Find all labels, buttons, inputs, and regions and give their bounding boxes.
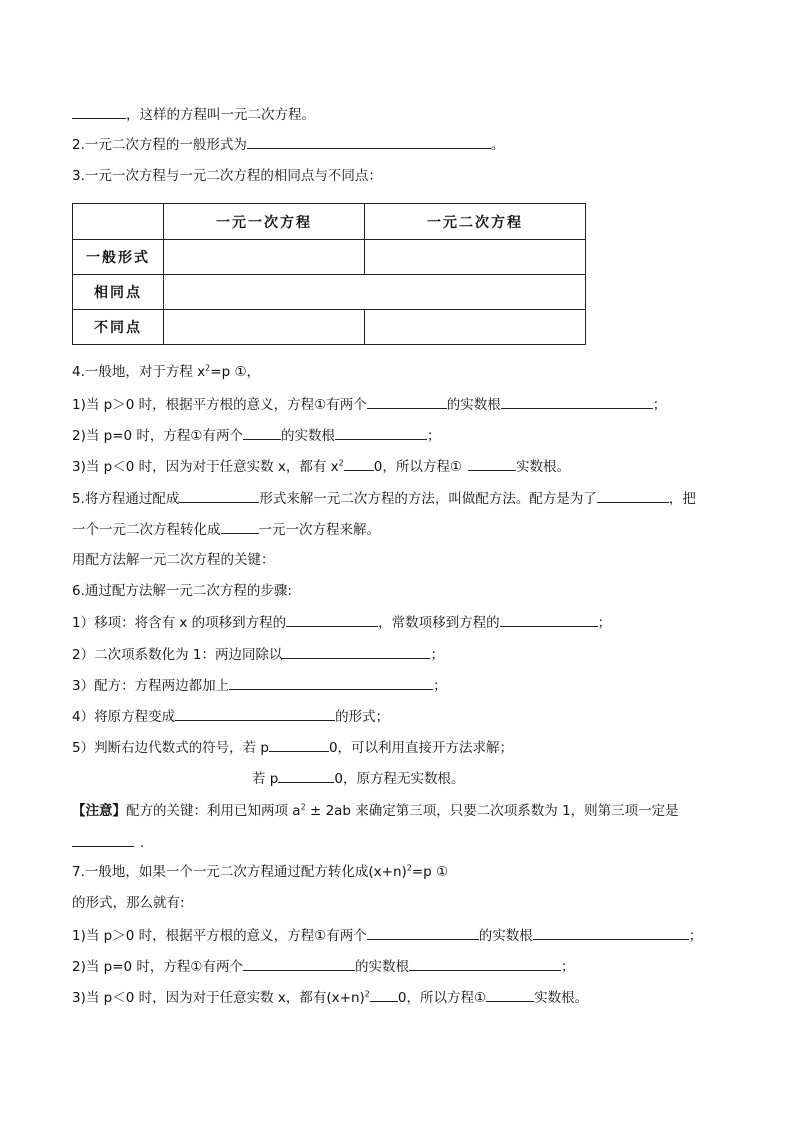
answer-blank[interactable] [269,737,329,752]
table-cell-input[interactable] [365,240,586,275]
s6-step5: 5）判断右边代数式的符号，若 p 0，可以利用直接开方法求解； [72,737,513,758]
answer-blank[interactable] [501,394,653,409]
answer-blank[interactable] [597,488,669,503]
table-header-linear: 一元一次方程 [164,204,365,240]
s6-step3: 3）配方：方程两边都加上 ； [72,675,447,696]
answer-blank[interactable] [221,519,259,534]
answer-blank[interactable] [335,425,427,440]
answer-blank[interactable] [500,612,598,627]
s7-case-positive: 1)当 p＞0 时，根据平方根的意义，方程①有两个 的实数根 ； [72,925,702,946]
table-cell-input[interactable] [365,310,586,345]
answer-blank[interactable] [247,134,491,149]
comparison-title: 3.一元一次方程与一元二次方程的相同点与不同点： [72,168,382,184]
answer-blank[interactable] [533,925,689,940]
s4-intro: 4.一般地，对于方程 $x^2=p$ ①， [72,363,261,380]
answer-blank[interactable] [409,956,561,971]
s4-case-zero: 2)当 p=0 时，方程①有两个 的实数根 ； [72,425,441,446]
note-label: 【注意】 [72,803,126,819]
answer-blank[interactable] [278,768,334,783]
s6-title: 6.通过配方法解一元二次方程的步骤: [72,583,292,599]
table-row-different: 不同点 [73,310,164,345]
answer-blank[interactable] [229,675,433,690]
answer-blank[interactable] [282,644,430,659]
answer-blank[interactable] [486,987,534,1002]
s6-step1: 1）移项：将含有 x 的项移到方程的 ，常数项移到方程的 ； [72,612,611,633]
comparison-table [72,203,586,345]
answer-blank[interactable] [367,925,479,940]
s7-form: 的形式，那么就有: [72,895,185,911]
s6-step4: 4）将原方程变成 的形式； [72,706,389,727]
s5-key: 用配方法解一元二次方程的关键： [72,552,275,568]
s7-case-negative: 3)当 p＜0 时，因为对于任意实数 x，都有$(x+n)^2$ 0，所以方程① 实数根。 [72,987,588,1008]
answer-blank[interactable] [179,488,259,503]
table-header-quadratic: 一元二次方程 [365,204,586,240]
table-row-same: 相同点 [73,275,164,310]
s6-step5-cont: 若 p 0，原方程无实数根。 [252,768,464,789]
answer-blank[interactable] [286,612,378,627]
answer-blank[interactable] [344,456,374,471]
s7-case-zero: 2)当 p=0 时，方程①有两个 的实数根 ； [72,956,575,977]
s4-case-positive: 1)当 p＞0 时，根据平方根的意义，方程①有两个 的实数根 ； [72,394,666,415]
table-cell-input[interactable] [164,275,586,310]
table-row-general-form: 一般形式 [73,240,164,275]
answer-blank[interactable] [367,394,447,409]
answer-blank[interactable] [243,425,281,440]
s6-step2: 2）二次项系数化为 1：两边同除以 ； [72,644,444,665]
s5-line1: 5.将方程通过配成 形式来解一元二次方程的方法，叫做配方法。配方是为了 ，把 [72,488,696,509]
s4-case-negative: 3)当 p＜0 时，因为对于任意实数 x，都有 $x^2$ 0，所以方程① 实数根。 [72,456,570,477]
answer-blank[interactable] [175,706,335,721]
general-form-line: 2.一元二次方程的一般形式为 。 [72,134,504,155]
table-cell-input[interactable] [164,240,365,275]
note-line: 【注意】配方的关键：利用已知两项 $a^2 \pm 2ab$ 来确定第三项，只要二次项系数为 1，则第三项一定是 [72,802,679,819]
s5-line2: 一个一元二次方程转化成 一元一次方程来解。 [72,519,380,540]
definition-line: ，这样的方程叫一元二次方程。 [72,104,315,125]
answer-blank[interactable] [468,456,516,471]
table-cell-input[interactable] [164,310,365,345]
answer-blank[interactable] [243,956,355,971]
answer-blank[interactable] [370,987,398,1002]
table-corner-cell [73,204,164,240]
answer-blank[interactable] [72,832,134,847]
answer-blank[interactable] [72,104,126,119]
s7-intro: 7.一般地，如果一个一元二次方程通过配方转化成$(x+n)^2=p$ ① [72,863,449,880]
note-line2: . [72,832,144,853]
